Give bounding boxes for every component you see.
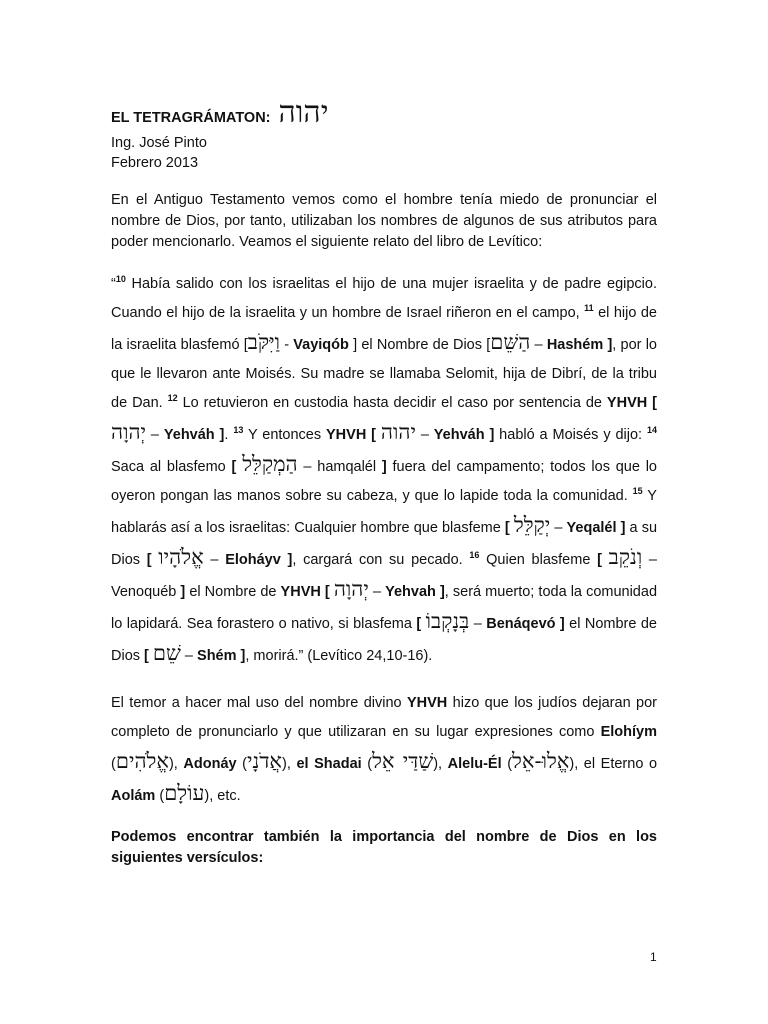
hebrew-word: יהוה [380,420,416,444]
leviticus-quote: “$^{10}$ Había salido con los israelitas el hijo de una mujer israelita y de padre egipcio. Cuando el hijo de la israelita y un hombre de Israel riñeron en el campo, $^{11}$ el hijo de la israelita blasfemó [וַיִּקֹּב - Vayiqób ] el Nombre de Dios [הַשֵּׁם – Hashém ], por lo que le llevaron ante Moisés. Su madre se llamaba Selomit, hija de Dibrí, de la tribu de Dan. $^{12}$ Lo retuvieron en custodia hasta decidir el caso por sentencia de YHVH [ יְהוָה – Yehváh ]. $^{13}$ Y entonces YHVH [ יהוה – Yehváh ] habló a Moisés y dijo: $^{14}$ Saca al blasfemo [ הַמְקַלֵּל – hamqalél ] fuera del campamento; todos los que lo oyeron pongan las manos sobre su cabeza, y que lo lapide toda la comunidad. $^{15}$ Y hablarás así a los israelitas: Cualquier hombre que blasfeme [ יְקַלֵּל – Yeqalél ] a su Dios [ אֱלֹהָיו – Eloháyv ], cargará con su pecado. $^{16}$ Quien blasfeme [ וְנֹקֵב – Venoquéb ] el Nombre de YHVH [ יְהוָה – Yehvah ], será muerto; toda la comunidad lo lapidará. Sea forastero o nativo, si blasfema [ בְּנָקְבוֹ – Benáqevó ] el Nombre de Dios [ שֵׁם – Shém ], morirá.” (Levítico 24,10-16). [111,274,658,665]
verse-number: 13 [233,425,244,436]
hebrew-word: אֱלֹהִים [115,749,169,773]
title-hebrew: יהוה [278,95,329,130]
hebrew-word: אֱלֹהָיו [158,545,204,569]
document-meta [111,133,657,173]
hebrew-word: בְּנָקְבוֹ [425,609,470,633]
date-line: Febrero 2013 [111,155,199,171]
divine-name-paragraph: El temor a hacer mal uso del nombre divino YHVH hizo que los judíos dejaran por completo de pronunciarlo y que utilizaran en su lugar expresiones como Elohíym (אֱלֹהִים), Adonáy (אֲדֹנָי), el Shadai (שַׁדַּי אֵל), Alelu-Él (אֱלוּ-אֵל), el Eterno o Aolám (עוֹלָם), etc. [111,695,658,805]
hebrew-word: שַׁדַּי אֵל [372,749,434,773]
document-title [111,95,657,130]
page-content [111,95,658,869]
hebrew-word: אֱלוּ-אֵל [512,749,570,773]
page-number: 1 [650,950,657,964]
author-line: Ing. José Pinto [111,135,207,151]
hebrew-word: וְנֹקֵב [608,545,643,569]
hebrew-word: עוֹלָם [164,781,205,805]
hebrew-word: וַיִּקֹּב [247,330,281,354]
hebrew-word: הַמְקַלֵּל [242,452,298,476]
hebrew-word: יְהוָה [333,577,369,601]
verse-number: 12 [167,393,178,404]
hebrew-word: הַשֵּׁם [490,330,531,354]
verse-number: 11 [584,303,594,314]
hebrew-word: יְהוָה [111,420,147,444]
hebrew-word: שֵׁם [152,641,181,665]
hebrew-word: יְקַלֵּל [513,513,551,537]
verse-number: 16 [469,550,480,561]
verse-number: 14 [646,425,657,436]
title-text: EL TETRAGRÁMATON: [111,110,271,126]
closing-paragraph: Podemos encontrar también la importancia del nombre de Dios en los siguientes versículos: [111,829,657,866]
verse-number: 15 [632,486,643,497]
intro-paragraph: En el Antiguo Testamento vemos como el hombre tenía miedo de pronunciar el nombre de Dios, por tanto, utilizaban los nombres de algunos de sus atributos para poder mencionarlo. Veamos el siguiente relato del libro de Levítico: [111,192,657,250]
hebrew-word: אֲדֹנָי [246,749,283,773]
verse-number: 10 [115,274,126,285]
